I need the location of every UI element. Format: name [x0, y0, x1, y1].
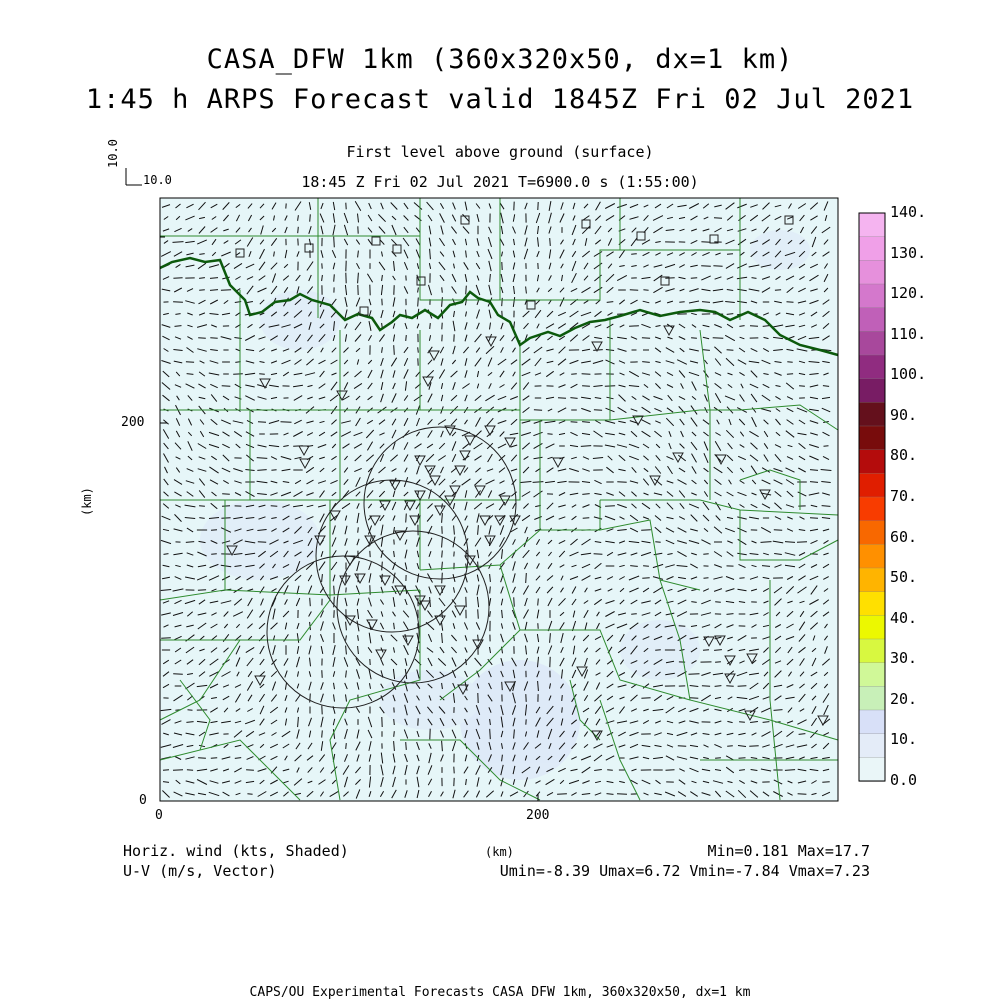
colorbar-label: 130. — [890, 243, 927, 262]
title-line-2: 1:45 h ARPS Forecast valid 1845Z Fri 02 Jul 2021 — [85, 84, 915, 115]
level-subtitle: First level above ground (surface) — [346, 143, 654, 161]
footer-min-max: Min=0.181 Max=17.7 — [707, 842, 870, 860]
colorbar-label: 20. — [890, 689, 918, 708]
x-axis-label: (km) — [485, 845, 514, 859]
y-tick-0: 0 — [139, 793, 147, 808]
colorbar-label: 30. — [890, 649, 918, 668]
vector-legend-vertical-label: 10.0 — [106, 139, 120, 168]
x-tick-200: 200 — [526, 808, 550, 823]
colorbar-swatch — [859, 355, 885, 379]
colorbar-swatch — [859, 237, 885, 261]
colorbar-label: 70. — [890, 487, 918, 505]
colorbar-label: 60. — [890, 527, 918, 546]
vector-legend-horizontal-label: 10.0 — [143, 173, 172, 187]
title-line-1: CASA_DFW 1km (360x320x50, dx=1 km) — [206, 44, 794, 75]
colorbar-swatch — [859, 521, 885, 545]
footer-uv-range: Umin=-8.39 Umax=6.72 Vmin=-7.84 Vmax=7.23 — [499, 862, 870, 880]
colorbar-swatch — [859, 473, 885, 497]
colorbar — [859, 213, 885, 782]
colorbar-swatch — [859, 639, 885, 663]
colorbar-swatch — [859, 663, 885, 687]
colorbar-swatch — [859, 734, 885, 758]
colorbar-swatch — [859, 592, 885, 616]
colorbar-label: 0.0 — [890, 771, 918, 789]
colorbar-swatch — [859, 450, 885, 474]
x-tick-0: 0 — [155, 808, 163, 823]
colorbar-swatch — [859, 260, 885, 284]
footer-credit: CAPS/OU Experimental Forecasts CASA DFW 1km, 360x320x50, dx=1 km — [249, 985, 751, 1000]
colorbar-label: 110. — [890, 324, 927, 343]
colorbar-swatch — [859, 284, 885, 308]
colorbar-swatch — [859, 402, 885, 426]
colorbar-label: 10. — [890, 730, 918, 749]
colorbar-label: 100. — [890, 365, 927, 384]
colorbar-label: 80. — [890, 446, 918, 465]
time-subtitle: 18:45 Z Fri 02 Jul 2021 T=6900.0 s (1:55:00) — [301, 173, 699, 191]
colorbar-swatch — [859, 497, 885, 521]
colorbar-swatch — [859, 757, 885, 781]
colorbar-label: 120. — [890, 284, 927, 303]
colorbar-label: 40. — [890, 608, 918, 627]
y-axis-label: (km) — [80, 487, 94, 516]
colorbar-swatch — [859, 568, 885, 592]
colorbar-swatch — [859, 710, 885, 734]
footer-wind-vector-label: U-V (m/s, Vector) — [123, 862, 277, 880]
colorbar-label: 90. — [890, 405, 918, 424]
colorbar-swatch — [859, 331, 885, 355]
colorbar-swatch — [859, 213, 885, 237]
colorbar-swatch — [859, 426, 885, 450]
colorbar-swatch — [859, 308, 885, 332]
y-tick-200: 200 — [121, 415, 145, 430]
colorbar-swatch — [859, 686, 885, 710]
colorbar-swatch — [859, 615, 885, 639]
colorbar-swatch — [859, 379, 885, 403]
colorbar-swatch — [859, 544, 885, 568]
footer-wind-shaded-label: Horiz. wind (kts, Shaded) — [123, 842, 349, 860]
colorbar-label: 50. — [890, 568, 918, 587]
colorbar-label: 140. — [890, 203, 927, 221]
